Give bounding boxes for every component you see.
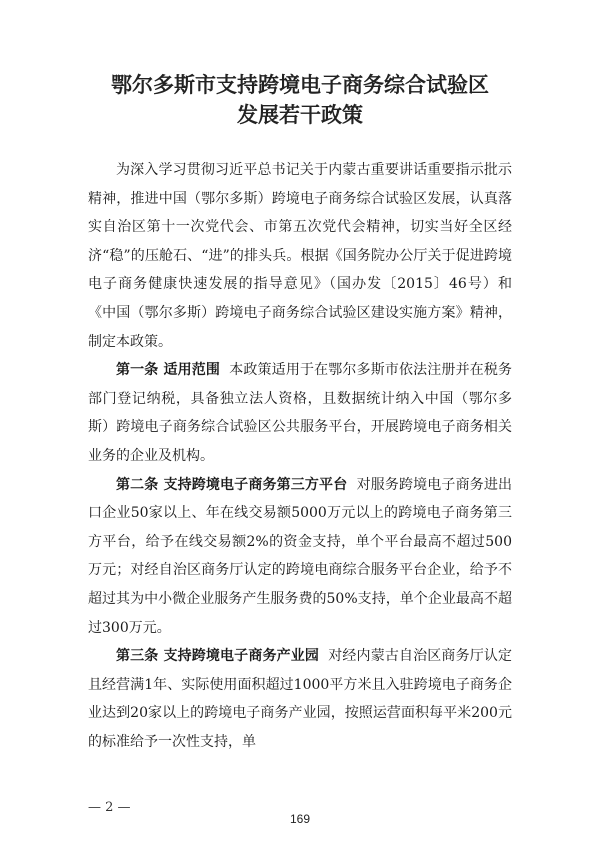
document-body xyxy=(88,156,512,756)
article-1-heading: 第一条 适用范围 xyxy=(116,362,221,379)
article-1-text: 本政策适用于在鄂尔多斯市依法注册并在税务部门登记纳税，具备独立法人资格，且数据统计纳入中国（鄂尔多斯）跨境电子商务综合试验区公共服务平台，开展跨境电子商务相关业务的企业及机构。 xyxy=(88,362,513,464)
article-2 xyxy=(88,471,512,643)
article-2-text: 对服务跨境电子商务进出口企业50家以上、年在线交易额5000万元以上的跨境电子商务第三方平台，给予在线交易额2%的资金支持，单个平台最高不超过500万元；对经自治区商务厅认定的跨境电商综合服务平台企业，给予不超过其为中小微企业服务产生服务费的50%支持，单个企业最高不超过300万元。 xyxy=(88,476,513,636)
intro-paragraph: 为深入学习贯彻习近平总书记关于内蒙古重要讲话重要指示批示精神，推进中国（鄂尔多斯）跨境电子商务综合试验区发展，认真落实自治区第十一次党代会、市第五次党代会精神，切实当好全区经济“稳”的压舱石、“进”的排头兵。根据《国务院办公厅关于促进跨境电子商务健康快速发展的指导意见》（国办发〔2015〕46号）和《中国（鄂尔多斯）跨境电子商务综合试验区建设实施方案》精神，制定本政策。 xyxy=(88,162,512,350)
article-3-text: 对经内蒙古自治区商务厅认定且经营满1年、实际使用面积超过1000平方米且入驻跨境电子商务企业达到20家以上的跨境电子商务产业园，按照运营面积每平米200元的标准给予一次性支持，单 xyxy=(88,648,513,750)
title-line-2: 发展若干政策 xyxy=(237,102,363,127)
title-line-1: 鄂尔多斯市支持跨境电子商务综合试验区 xyxy=(111,72,489,97)
article-2-heading: 第二条 支持跨境电子商务第三方平台 xyxy=(116,476,348,493)
article-1 xyxy=(88,356,512,470)
article-3-heading: 第三条 支持跨境电子商务产业园 xyxy=(116,648,320,665)
page-marker: — 2 — xyxy=(88,800,131,815)
page-number: 169 xyxy=(289,812,311,826)
document-title xyxy=(0,70,600,130)
article-3 xyxy=(88,642,512,756)
